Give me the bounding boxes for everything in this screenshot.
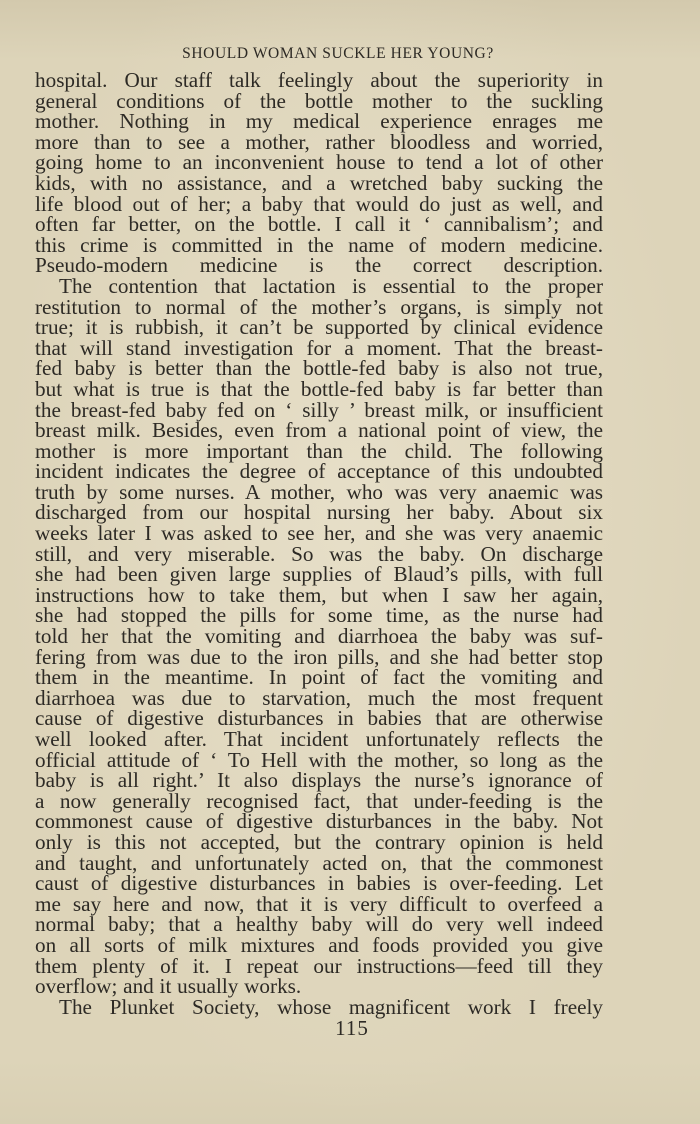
text-line: more than to see a mother, rather bloodless and worried, <box>35 129 603 154</box>
running-head: SHOULD WOMAN SUCKLE HER YOUNG? <box>182 45 494 62</box>
text-line: them in the meantime. In point of fact the vomiting and <box>35 665 603 690</box>
text-line: mother is more important than the child. The following <box>35 438 603 463</box>
text-line: a now generally recognised fact, that under-feeding is the <box>35 788 603 813</box>
text-line: restitution to normal of the mother’s organs, is simply not <box>35 294 603 319</box>
text-line: going home to an inconvenient house to tend a lot of other <box>35 150 603 175</box>
text-line: me say here and now, that it is very difficult to overfeed a <box>35 891 603 916</box>
text-line: baby is all right.’ It also displays the nurse’s ignorance of <box>35 768 603 793</box>
text-line: The Plunket Society, whose magnificent work I freely <box>59 994 603 1019</box>
text-line: Pseudo-modern medicine is the correct description. <box>35 253 603 278</box>
text-line: official attitude of ‘ To Hell with the mother, so long as the <box>35 747 603 772</box>
text-line: incident indicates the degree of acceptance of this undoubted <box>35 459 603 484</box>
text-line: on all sorts of milk mixtures and foods provided you give <box>35 932 603 957</box>
text-line: hospital. Our staff talk feelingly about the superiority in <box>35 68 603 92</box>
text-line: well looked after. That incident unfortunately reflects the <box>35 727 603 751</box>
text-line: and taught, and unfortunately acted on, that the commonest <box>35 850 603 875</box>
text-line: still, and very miserable. So was the baby. On discharge <box>35 541 603 566</box>
text-line: life blood out of her; a baby that would do just as well, and <box>35 191 603 216</box>
text-line: true; it is rubbish, it can’t be supported by clinical evidence <box>35 315 603 340</box>
text-line: fering from was due to the iron pills, and she had better stop <box>35 644 603 669</box>
text-line: cause of digestive disturbances in babies that are otherwise <box>35 706 603 731</box>
text-line: she had been given large supplies of Blaud’s pills, with full <box>35 562 603 587</box>
text-line: The contention that lactation is essential to the proper <box>59 273 603 298</box>
text-line: that will stand investigation for a moment. That the breast- <box>35 335 603 360</box>
text-line: only is this not accepted, but the contrary opinion is held <box>35 829 603 854</box>
text-line: diarrhoea was due to starvation, much the most frequent <box>35 685 603 710</box>
text-line: kids, with no assistance, and a wretched baby sucking the <box>35 170 603 195</box>
text-line: but what is true is that the bottle-fed baby is far better than <box>35 376 603 401</box>
text-line: told her that the vomiting and diarrhoea the baby was suf- <box>35 624 603 649</box>
text-line: caust of digestive disturbances in babies is over-feeding. Let <box>35 871 603 896</box>
text-line: fed baby is better than the bottle-fed baby is also not true, <box>35 356 603 381</box>
text-line: them plenty of it. I repeat our instructions—feed till they <box>35 953 603 978</box>
text-line: commonest cause of digestive disturbances in the baby. Not <box>35 809 603 834</box>
page-content <box>35 44 603 1017</box>
text-line: truth by some nurses. A mother, who was very anaemic was <box>35 479 603 504</box>
text-line: often far better, on the bottle. I call it ‘ cannibalism’; and <box>35 212 603 237</box>
text-line: the breast-fed baby fed on ‘ silly ’ breast milk, or insufficient <box>35 397 603 422</box>
text-line: this crime is committed in the name of modern medicine. <box>35 232 603 257</box>
text-line: instructions how to take them, but when I saw her again, <box>35 582 603 607</box>
text-line: discharged from our hospital nursing her baby. About six <box>35 500 603 525</box>
text-line: normal baby; that a healthy baby will do very well indeed <box>35 912 603 937</box>
text-line: mother. Nothing in my medical experience enrages me <box>35 109 603 134</box>
text-line: she had stopped the pills for some time, as the nurse had <box>35 603 603 628</box>
text-line: weeks later I was asked to see her, and she was very anaemic <box>35 521 603 546</box>
text-line: overflow; and it usually works. <box>35 974 302 999</box>
body-text <box>35 70 603 1017</box>
text-line: general conditions of the bottle mother to the suckling <box>35 88 603 113</box>
page-number: 115 <box>335 1016 369 1040</box>
text-line: breast milk. Besides, even from a national point of view, the <box>35 418 603 443</box>
